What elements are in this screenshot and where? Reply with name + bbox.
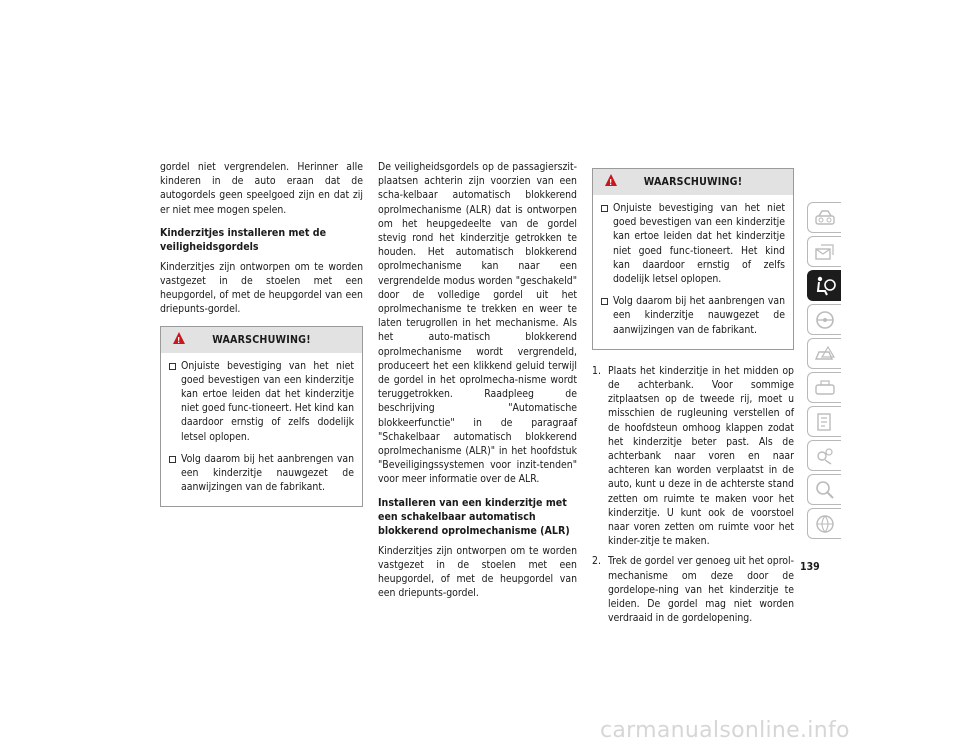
left-warning-item bbox=[169, 452, 354, 495]
left-section-heading: Kinderzitjes installeren met de veiligheidsgordels bbox=[160, 226, 327, 253]
right-warning-item-text: Onjuiste bevestiging van het niet goed bevestigen van een kinderzitje kan ertoe leiden dat het kinderzitje niet goed func-tioneert. Het kind kan daardoor ernstig of zelfs dodelijk letsel oplopen. bbox=[613, 202, 785, 286]
right-warning-title: WAARSCHUWING! bbox=[643, 176, 743, 188]
middle-section-heading: Installeren van een kinderzitje met een schakelbaar automatisch blokkerend oprolmechanisme (ALR) bbox=[378, 496, 570, 537]
tab-tools[interactable] bbox=[807, 440, 841, 471]
bullet-square-icon bbox=[601, 205, 608, 212]
bullet-square-icon bbox=[169, 456, 176, 463]
left-warning-title: WAARSCHUWING! bbox=[212, 333, 311, 346]
right-warning-header bbox=[593, 169, 793, 195]
tab-car-dashboard[interactable] bbox=[807, 202, 841, 233]
left-warning-header bbox=[161, 327, 362, 353]
step-number: 1. bbox=[592, 364, 601, 377]
bullet-square-icon bbox=[169, 363, 176, 370]
step-item bbox=[592, 364, 794, 549]
left-warning-box bbox=[160, 326, 363, 508]
warning-triangle-icon bbox=[605, 174, 617, 186]
left-intro-text: gordel niet vergrendelen. Herinner alle kinderen in de auto eraan dat de autogordels geen speelgoed zijn en dat zij er niet mee mogen spelen. bbox=[160, 161, 363, 216]
right-column bbox=[592, 168, 794, 631]
magnifier-icon bbox=[813, 479, 837, 501]
right-warning-body bbox=[593, 195, 793, 349]
tab-language[interactable] bbox=[807, 508, 841, 539]
checklist-icon bbox=[813, 411, 837, 433]
left-warning-body bbox=[161, 353, 362, 507]
chapter-tabs bbox=[807, 202, 841, 542]
tab-car-warning[interactable] bbox=[807, 338, 841, 369]
right-warning-item-text: Volg daarom bij het aanbrengen van een kinderzitje nauwgezet de aanwijzingen van de fabrikant. bbox=[613, 295, 785, 336]
left-warning-item-text: Onjuiste bevestiging van het niet goed bevestigen van een kinderzitje kan ertoe leiden dat het kinderzitje niet goed func-tioneert. Het kind kan daardoor ernstig of zelfs dodelijk letsel oplopen. bbox=[181, 359, 354, 443]
tab-seat-airbag[interactable] bbox=[807, 270, 841, 301]
tab-magnifier[interactable] bbox=[807, 474, 841, 505]
tools-icon bbox=[813, 445, 837, 467]
step-item bbox=[592, 554, 794, 625]
left-column bbox=[160, 160, 363, 517]
middle-column bbox=[378, 160, 577, 609]
seat-airbag-icon bbox=[813, 275, 837, 297]
steps-list bbox=[592, 364, 794, 626]
car-mail-icon bbox=[813, 241, 837, 263]
car-warning-icon bbox=[813, 343, 837, 365]
car-service-icon bbox=[813, 377, 837, 399]
tab-car-service[interactable] bbox=[807, 372, 841, 403]
warning-triangle-icon bbox=[173, 332, 185, 344]
watermark: carmanualsonline.info bbox=[600, 718, 850, 743]
right-warning-box bbox=[592, 168, 794, 350]
left-warning-item bbox=[169, 359, 354, 444]
page-number: 139 bbox=[800, 561, 820, 573]
tab-steering-wheel[interactable] bbox=[807, 304, 841, 335]
step-text: Plaats het kinderzitje in het midden op de achterbank. Voor sommige zitplaatsen op de tweede rij, moet u misschien de rugleuning verstellen of de hoofdsteun omhoog klappen zodat het kinderzitje beter past. Als de achterbank naar voren en naar achteren kan worden verplaatst in de auto, kunt u deze in de achterste stand zetten om ruimte te maken voor het kinderzitje. U kunt ook de voorstoel naar voren zetten om ruimte voor het kinder-zitje te maken. bbox=[608, 364, 794, 548]
middle-paragraph-2: Kinderzitjes zijn ontworpen om te worden vastgezet in de stoelen met een heupgordel, of met de heupgordel van een driepunts-gordel. bbox=[378, 544, 577, 600]
car-dashboard-icon bbox=[813, 207, 837, 229]
left-paragraph: Kinderzitjes zijn ontworpen om te worden vastgezet in de stoelen met een heupgordel, of met de heupgordel van een driepunts-gordel. bbox=[160, 260, 363, 316]
step-text: Trek de gordel ver genoeg uit het oprol-mechanisme om deze door de gordelope-ning van het kinderzitje te leiden. De gordel mag niet worden verdraaid in de gordelopening. bbox=[608, 555, 794, 625]
right-warning-item bbox=[601, 294, 785, 337]
right-warning-item bbox=[601, 201, 785, 286]
bullet-square-icon bbox=[601, 298, 608, 305]
left-warning-item-text: Volg daarom bij het aanbrengen van een kinderzitje nauwgezet de aanwijzingen van de fabrikant. bbox=[181, 452, 354, 494]
language-icon bbox=[813, 513, 837, 535]
tab-car-mail[interactable] bbox=[807, 236, 841, 267]
tab-checklist[interactable] bbox=[807, 406, 841, 437]
step-number: 2. bbox=[592, 555, 601, 568]
steering-wheel-icon bbox=[813, 309, 837, 331]
middle-paragraph-1: De veiligheidsgordels op de passagierszit-plaatsen achterin zijn voorzien van een scha-kelbaar automatisch blokkerend oprolmechanisme (ALR) dat is ontworpen om het heupgedeelte van de gordel stevig rond het kinderzitje getrokken te houden. Het automatisch blokkerend oprolmechanisme kan naar een vergrendelde modus worden "geschakeld" door de volledige gordel uit het oprolmechanisme te trekken en weer te laten terugrollen in het mechanisme. Als het auto-matisch blokkerend oprolmechanisme wordt vergrendeld, produceert het een klikkend geluid terwijl de gordel in het oprolmecha-nisme wordt teruggetrokken. Raadpleeg de beschrijving "Automatische blokkeerfunctie" in de paragraaf "Schakelbaar automatisch blokkerend oprolmechanisme (ALR)" in het hoofdstuk "Beveiligingssystemen voor inzit-tenden" voor meer informatie over de ALR. bbox=[378, 161, 577, 486]
